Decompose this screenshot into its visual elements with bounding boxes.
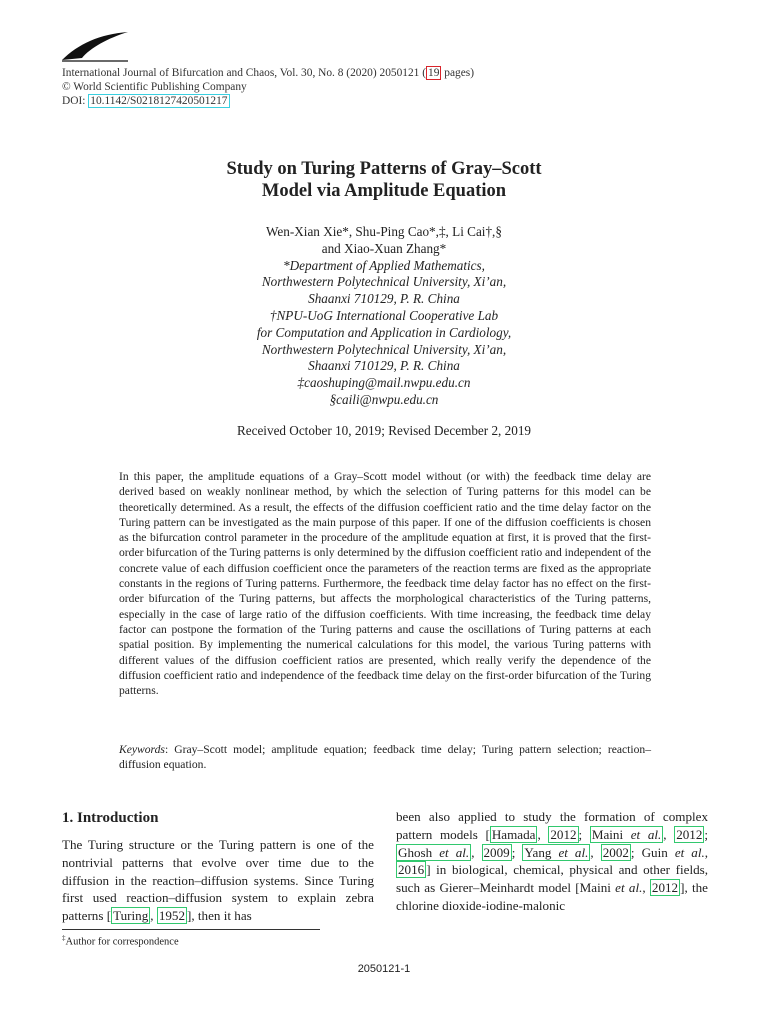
sep-8: ; Guin (630, 844, 675, 860)
journal-citation-line (62, 66, 712, 80)
page-number: 2050121-1 (357, 963, 411, 975)
citation-ghosh-name: Ghosh (398, 844, 440, 860)
author-block (0, 224, 768, 409)
sep-4: ; (704, 826, 709, 842)
author-names-line-2: and Xiao-Xuan Zhang* (321, 240, 447, 256)
keywords (119, 742, 651, 773)
citation-separator: , (150, 908, 157, 924)
author-names-line-1: Wen-Xian Xie*, Shu-Ping Cao*,‡, Li Cai†,§ (266, 224, 502, 239)
footnote-rule (62, 929, 320, 930)
sep-3: , (663, 826, 675, 842)
doi-line (62, 94, 712, 108)
affiliation-1-line-1: *Department of Applied Mathematics, (283, 257, 485, 273)
citation-maini2-etal: et al. (615, 880, 643, 896)
citation-maini[interactable] (590, 826, 663, 843)
intro-right-text-3: ], the chlorine dioxide-iodine-malonic (396, 880, 708, 913)
sep-5: , (471, 844, 482, 860)
citation-yang-etal: et al. (558, 844, 589, 860)
intro-left-end: ], then it has (187, 908, 252, 924)
footnote-mark: ‡ (62, 934, 66, 942)
citation-maini-etal: et al. (630, 826, 662, 842)
intro-left-column (62, 836, 374, 925)
email-cai: §caili@nwpu.edu.cn (329, 391, 439, 407)
citation-hamada[interactable]: Hamada (491, 826, 536, 842)
copyright-line: © World Scientific Publishing Company (62, 81, 247, 93)
citation-maini-year[interactable]: 2012 (676, 826, 703, 842)
keywords-text: : Gray–Scott model; amplitude equation; feedback time delay; Turing pattern selection; reaction–diffusion equation. (119, 743, 651, 772)
keywords-label: Keywords (119, 743, 165, 756)
citation-turing-year[interactable]: 1952 (158, 908, 186, 924)
pages-suffix: pages) (441, 67, 474, 79)
citation-ghosh[interactable] (396, 844, 471, 861)
affiliation-2-line-4: Shaanxi 710129, P. R. China (308, 358, 460, 374)
footnote-text: Author for correspondence (65, 936, 179, 948)
citation-yang-year[interactable]: 2002 (602, 844, 629, 860)
received-dates: Received October 10, 2019; Revised December 2, 2019 (236, 423, 532, 438)
sep-6: ; (511, 844, 523, 860)
title-line-2: Model via Amplitude Equation (261, 181, 507, 201)
sep-11: , (642, 880, 650, 896)
doi-link[interactable]: 10.1142/S0218127420501217 (90, 95, 228, 107)
email-cao: ‡caoshuping@mail.nwpu.edu.cn (297, 375, 471, 391)
publisher-logo (60, 30, 130, 62)
sep-1: , (537, 826, 549, 842)
journal-header (62, 66, 712, 108)
title-line-1: Study on Turing Patterns of Gray–Scott (226, 159, 542, 179)
sep-2: ; (578, 826, 590, 842)
intro-left-text: The Turing structure or the Turing pattern is one of the nontrivial patterns that evolve over time due to the diffusion in the reaction–diffusion systems. Since Turing first used reaction–diffusion system to explain zebra patterns [ (62, 837, 374, 924)
pages-link[interactable]: 19 (428, 67, 440, 79)
section-heading-introduction: 1. Introduction (62, 810, 159, 826)
citation-yang[interactable] (522, 844, 590, 861)
citation-yang-name: Yang (524, 844, 559, 860)
citation-hamada-year[interactable]: 2012 (550, 826, 577, 842)
paper-title (0, 158, 768, 202)
sep-7: , (590, 844, 601, 860)
citation-maini-name: Maini (591, 826, 631, 842)
affiliation-2-line-2: for Computation and Application in Cardiology, (256, 324, 512, 340)
doi-label: DOI: (62, 95, 89, 107)
affiliation-1-line-2: Northwestern Polytechnical University, Xi’an, (261, 274, 507, 290)
intro-right-column (396, 808, 708, 915)
sep-9: , (704, 844, 709, 860)
affiliation-2-line-3: Northwestern Polytechnical University, Xi’an, (261, 341, 507, 357)
citation-maini2-year[interactable]: 2012 (651, 880, 679, 896)
citation-ghosh-year[interactable]: 2009 (483, 844, 510, 860)
affiliation-1-line-3: Shaanxi 710129, P. R. China (308, 291, 460, 307)
abstract: In this paper, the amplitude equations of a Gray–Scott model without (or with) the feedback time delay are derived based on weakly nonlinear method, by which the selection of Turing patterns for this model can be theoretically determined. As a result, the effects of the diffusion coefficient ratio and the time delay factor on the Turing pattern can be investigated as the main purpose of this paper. If one of the diffusion coefficients is chosen as the bifurcation control parameter in the procedure of the amplitude equation at first, it is proved that the first-order bifurcation of the Turing patterns is only determined by the diffusion coefficient ratio and independent of the concrete value of each diffusion coefficient once the parameters of the reaction terms are fixed as the appropriate constants in the regions of Turing patterns. Furthermore, the feedback time delay factor has no effect on the first-order bifurcation of the Turing patterns, but affects the morphological characteristics of the Turing patterns, especially in the case of large ratio of the diffusion coefficients. With time increasing, the feedback time delay factor can postpone the formation of the Turing patterns and cause the oscillations of Turing patterns at each spatial position. By implementing the numerical calculations for this model, the various Turing patterns with different values of the diffusion coefficient ratios are presented, which really verify the dependence of the diffusion coefficient ratio and independence of the feedback time delay on the first-order bifurcation of the Turing patterns. (119, 470, 651, 698)
affiliation-2-line-1: †NPU-UoG International Cooperative Lab (269, 307, 499, 323)
citation-ghosh-etal: et al. (439, 844, 470, 860)
journal-citation: International Journal of Bifurcation and Chaos, Vol. 30, No. 8 (2020) 2050121 ( (62, 67, 427, 79)
intro-right-text-1: been also applied to study the formation of complex pattern models [ (396, 809, 708, 842)
footnote (62, 934, 179, 948)
citation-guin-year[interactable]: 2016 (398, 862, 425, 878)
citation-guin-etal: et al. (674, 844, 705, 860)
intro-right-text-2: ] in biological, chemical, physical and other fields, such as Gierer–Meinhardt model [Maini (396, 862, 708, 896)
citation-turing[interactable]: Turing (113, 908, 149, 924)
